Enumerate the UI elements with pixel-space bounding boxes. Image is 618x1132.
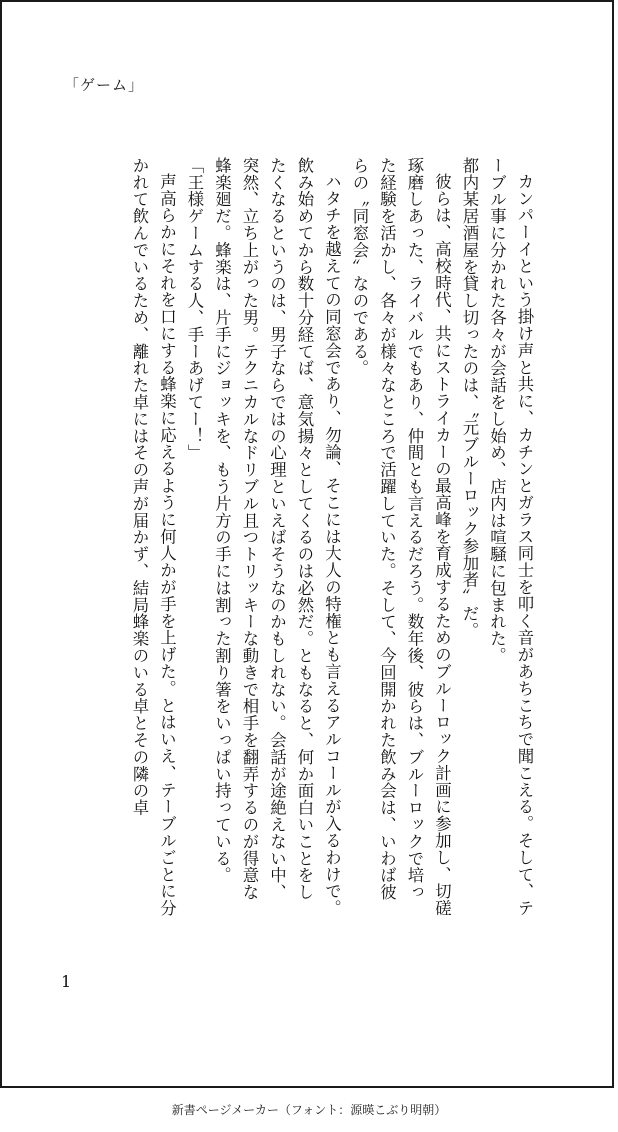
paragraph: 都内某居酒屋を貸し切ったのは、〝元ブルーロック参加者〟だ。 — [460, 157, 479, 639]
paragraph: 「王様ゲームする人、手ーあげてー！」 — [185, 157, 204, 462]
paragraph: 声高らかにそれを口にする蜂楽に応えるように何人かが手を上げた。とはいえ、テーブルごとに分かれて飲んでいるため、離れた卓にはその声が届かず、結局蜂楽のいる卓とその隣の卓 — [130, 157, 177, 917]
paragraph: ハタチを越えての同窓会であり、勿論、そこには大人の特権とも言えるアルコールが入るわけで。飲み始めてから数十分経てば、意気揚々としてくるのは必然だ。ともなると、何か面白いことをしたくなるというのは、男子ならではの心理といえばそうなのかもしれない。会話が途絶えない中、突然、立ち上がった男。テクニカルなドリブル且つトリッキーな動きで相手を翻弄するのが得意な蜂楽廻だ。蜂楽は、片手にジョッキを、もう片方の手には割った割り箸をいっぱい持っている。 — [212, 157, 342, 917]
footer-credit: 新書ページメーカー（フォント：源暎こぶり明朝） — [171, 1103, 447, 1117]
page-number: 1 — [61, 972, 72, 991]
paragraph: 彼らは、高校時代、共にストライカーの最高峰を育成するためのブルーロック計画に参加し、切磋琢磨しあった、ライバルでもあり、仲間とも言えるだろう。数年後、彼らは、ブルーロックで培った経験を活かし、各々が様々なところで活躍していた。そして、今回開かれた飲み会は、いわば彼らの〝同窓会〟なのである。 — [350, 157, 452, 917]
paragraph: カンパーイという掛け声と共に、カチンとガラス同士を叩く音があちこちで聞こえる。そして、テーブル事に分かれた各々が会話をし始め、店内は喧騒に包まれた。 — [487, 157, 534, 917]
body-text — [58, 157, 538, 917]
chapter-title: 「ゲーム」 — [64, 76, 145, 94]
